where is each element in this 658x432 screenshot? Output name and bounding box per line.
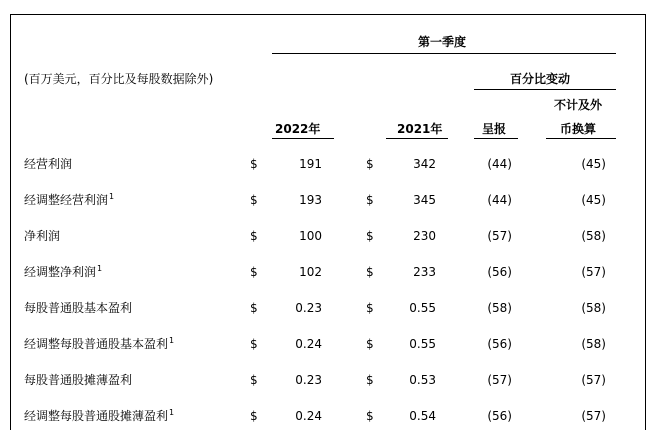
value-2021: 342 [413, 157, 436, 171]
row-label [24, 229, 60, 243]
footnote-marker: 1 [169, 336, 175, 345]
row-label-text: 经调整每股普通股基本盈利 [24, 337, 169, 351]
value-2021: 0.53 [409, 373, 436, 387]
col-2021-underline [386, 138, 448, 139]
currency-2022: $ [250, 373, 258, 387]
excl-fx-change: (45) [581, 193, 606, 207]
pct-change-header: 百分比变动 [510, 72, 571, 86]
col-excl-fx-underline [546, 138, 616, 139]
row-label-text: 净利润 [24, 229, 61, 243]
value-2022: 191 [299, 157, 322, 171]
period-underline [272, 53, 616, 54]
footnote-marker: 1 [109, 192, 115, 201]
excl-fx-header-line2: 币换算 [560, 122, 597, 136]
value-2022: 0.23 [295, 301, 322, 315]
value-2022: 0.24 [295, 337, 322, 351]
col-reported-header: 呈报 [482, 122, 507, 136]
currency-2022: $ [250, 301, 258, 315]
row-label [24, 337, 174, 351]
value-2022: 0.23 [295, 373, 322, 387]
currency-2022: $ [250, 265, 258, 279]
excl-fx-change: (58) [581, 229, 606, 243]
period-header: 第一季度 [418, 35, 467, 49]
row-label [24, 409, 174, 423]
excl-fx-change: (58) [581, 337, 606, 351]
row-label [24, 301, 132, 315]
value-2022: 100 [299, 229, 322, 243]
value-2022: 0.24 [295, 409, 322, 423]
currency-2022: $ [250, 229, 258, 243]
currency-2021: $ [366, 157, 374, 171]
currency-2021: $ [366, 265, 374, 279]
excl-fx-change: (57) [581, 265, 606, 279]
row-label-text: 经调整净利润 [24, 265, 97, 279]
row-label-text: 经调整经营利润 [24, 193, 109, 207]
currency-2022: $ [250, 409, 258, 423]
excl-fx-change: (57) [581, 409, 606, 423]
value-2021: 230 [413, 229, 436, 243]
currency-2021: $ [366, 193, 374, 207]
excl-fx-change: (58) [581, 301, 606, 315]
footnote-marker: 1 [97, 264, 103, 273]
pct-change-underline [474, 89, 616, 90]
value-2022: 193 [299, 193, 322, 207]
row-label-text: 每股普通股摊薄盈利 [24, 373, 133, 387]
value-2021: 345 [413, 193, 436, 207]
currency-2022: $ [250, 337, 258, 351]
row-label [24, 265, 102, 279]
currency-2021: $ [366, 301, 374, 315]
reported-change: (57) [487, 373, 512, 387]
col-2021-header: 2021年 [397, 122, 443, 136]
value-2021: 0.54 [409, 409, 436, 423]
reported-change: (44) [487, 193, 512, 207]
excl-fx-change: (45) [581, 157, 606, 171]
reported-change: (56) [487, 265, 512, 279]
reported-change: (56) [487, 337, 512, 351]
row-label-text: 经调整每股普通股摊薄盈利 [24, 409, 169, 423]
excl-fx-header-line1: 不计及外 [554, 98, 603, 112]
col-reported-underline [474, 138, 518, 139]
currency-2022: $ [250, 193, 258, 207]
value-2021: 0.55 [409, 337, 436, 351]
col-2022-underline [272, 138, 334, 139]
currency-2021: $ [366, 337, 374, 351]
value-2022: 102 [299, 265, 322, 279]
currency-2021: $ [366, 373, 374, 387]
currency-2021: $ [366, 229, 374, 243]
reported-change: (58) [487, 301, 512, 315]
currency-2022: $ [250, 157, 258, 171]
value-2021: 0.55 [409, 301, 436, 315]
reported-change: (56) [487, 409, 512, 423]
excl-fx-change: (57) [581, 373, 606, 387]
reported-change: (57) [487, 229, 512, 243]
row-label [24, 373, 132, 387]
col-2022-header: 2022年 [275, 122, 321, 136]
footnote-marker: 1 [169, 408, 175, 417]
row-label [24, 157, 72, 171]
row-label-text: 每股普通股基本盈利 [24, 301, 133, 315]
reported-change: (44) [487, 157, 512, 171]
row-label-text: 经营利润 [24, 157, 73, 171]
units-note: (百万美元，百分比及每股数据除外) [24, 72, 214, 86]
currency-2021: $ [366, 409, 374, 423]
row-label [24, 193, 114, 207]
value-2021: 233 [413, 265, 436, 279]
